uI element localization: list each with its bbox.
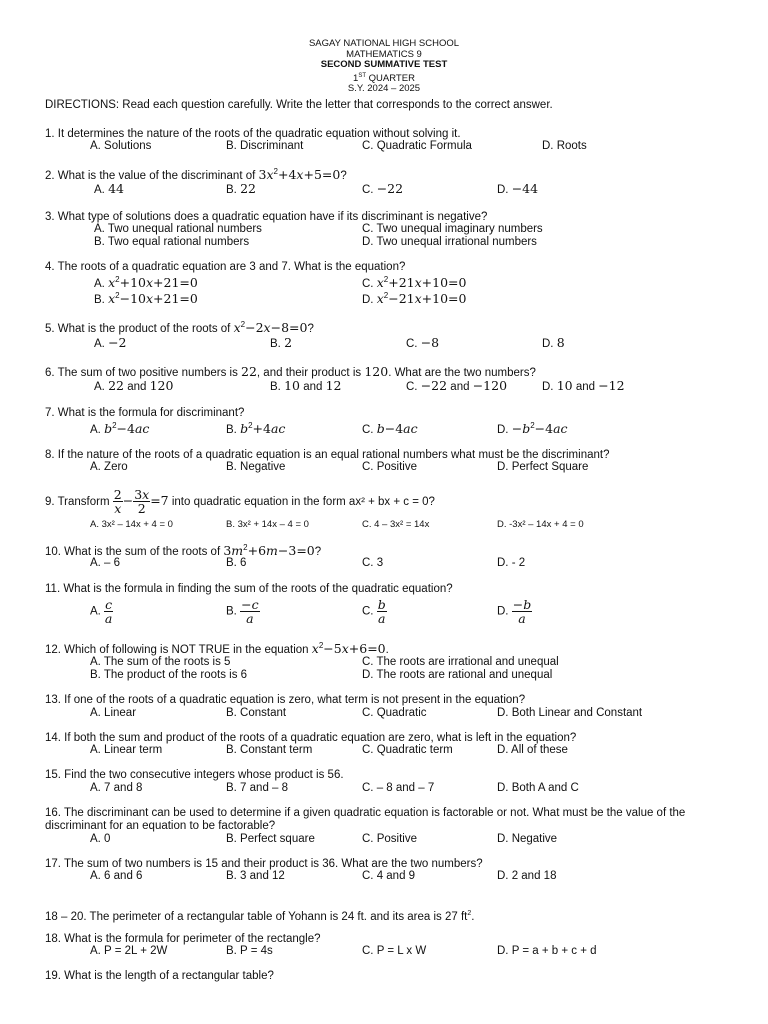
q5-option-d: D. 8 (542, 335, 565, 350)
q8-option-c: C. Positive (362, 461, 417, 473)
test-title: SECOND SUMMATIVE TEST (320, 59, 448, 70)
q10-option-a: A. – 6 (90, 557, 121, 569)
q5-option-b: B. 2 (270, 335, 293, 350)
q18-option-c: C. P = L x W (362, 945, 427, 957)
q7-option-d: D. $-b^2-4ac$ (497, 421, 568, 436)
q4-option-b: B. $x^2-10x+21=0$ (94, 291, 198, 306)
q14-option-d: D. All of these (497, 744, 568, 756)
q3-option-b: B. Two equal rational numbers (94, 236, 250, 248)
q6-option-a: A. 22 and 120 (94, 378, 174, 393)
q1-option-b: B. Discriminant (226, 140, 304, 152)
q11-option-b: B. $\frac{-c}{a}$ (226, 597, 259, 626)
q9-option-b: B. 3x² + 14x – 4 = 0 (226, 519, 309, 530)
q13-option-b: B. Constant (226, 707, 287, 719)
q10-option-c: C. 3 (362, 557, 384, 569)
q11-option-d: D. $\frac{-b}{a}$ (497, 597, 532, 626)
q10-option-b: B. 6 (226, 557, 247, 569)
q6-option-b: B. 10 and 12 (270, 378, 342, 393)
question-8: 8. If the nature of the roots of a quadratic equation is an equal rational numbers what must be the discriminant? (45, 449, 610, 461)
q7-option-c: C. b−4ac (362, 421, 418, 436)
q1-option-a: A. Solutions (90, 140, 152, 152)
q1-option-c: C. Quadratic Formula (362, 140, 472, 152)
q15-option-b: B. 7 and – 8 (226, 782, 289, 794)
question-7: 7. What is the formula for discriminant? (45, 407, 245, 419)
q12-option-c: C. The roots are irrational and unequal (362, 656, 559, 668)
q2-option-c: C. −22 (362, 181, 404, 196)
q2-option-b: B. 22 (226, 181, 256, 196)
q3-option-c: C. Two unequal imaginary numbers (362, 223, 543, 235)
q8-option-b: B. Negative (226, 461, 286, 473)
directions: DIRECTIONS: Read each question carefully. Write the letter that corresponds to the correct answer. (45, 99, 553, 111)
q17-option-a: A. 6 and 6 (90, 870, 143, 882)
question-1: 1. It determines the nature of the roots of the quadratic equation without solving it. (45, 128, 461, 140)
q7-option-b: B. $b^2+4ac$ (226, 421, 286, 436)
q6-option-c: C. −22 and −120 (406, 378, 508, 393)
q9-option-d: D. -3x² – 14x + 4 = 0 (497, 519, 584, 530)
question-3: 3. What type of solutions does a quadratic equation have if its discriminant is negative? (45, 211, 488, 223)
q8-option-a: A. Zero (90, 461, 128, 473)
q15-option-c: C. – 8 and – 7 (362, 782, 435, 794)
q18-option-d: D. P = a + b + c + d (497, 945, 597, 957)
q9-option-c: C. 4 – 3x² = 14x (362, 519, 430, 530)
q16-option-b: B. Perfect square (226, 833, 315, 845)
q12-option-d: D. The roots are rational and unequal (362, 669, 553, 681)
question-14: 14. If both the sum and product of the roots of a quadratic equation are zero, what is left in the equation? (45, 732, 577, 744)
quarter: 1ST QUARTER (353, 72, 415, 84)
q5-option-c: C. −8 (406, 335, 440, 350)
question-5: 5. What is the product of the roots of $x^2-2x-8=0$? (45, 320, 314, 335)
question-19: 19. What is the length of a rectangular table? (45, 970, 274, 982)
question-18: 18. What is the formula for perimeter of the rectangle? (45, 933, 321, 945)
test-header (0, 39, 768, 95)
q14-option-c: C. Quadratic term (362, 744, 453, 756)
q12-option-a: A. The sum of the roots is 5 (90, 656, 231, 668)
q13-option-a: A. Linear (90, 707, 137, 719)
question-16: 16. The discriminant can be used to determine if a given quadratic equation is factorable or not. What must be the value of the discriminant for an equation to be factorable? (45, 807, 686, 832)
question-17: 17. The sum of two numbers is 15 and their product is 36. What are the two numbers? (45, 858, 483, 870)
question-12: 12. Which of following is NOT TRUE in the equation $x^2-5x+6=0$. (45, 641, 389, 656)
q15-option-d: D. Both A and C (497, 782, 579, 794)
q6-option-d: D. 10 and −12 (542, 378, 625, 393)
q15-option-a: A. 7 and 8 (90, 782, 143, 794)
q11-option-a: A. $\frac{c}{a}$ (90, 597, 113, 626)
q18-option-b: B. P = 4s (226, 945, 273, 957)
q2-option-a: A. 44 (94, 181, 124, 196)
question-13: 13. If one of the roots of a quadratic equation is zero, what term is not present in the equation? (45, 694, 526, 706)
q1-option-d: D. Roots (542, 140, 587, 152)
question-11: 11. What is the formula in finding the sum of the roots of the quadratic equation? (45, 583, 453, 595)
subject-name: MATHEMATICS 9 (346, 48, 422, 60)
question-group-18-20: 18 – 20. The perimeter of a rectangular table of Yohann is 24 ft. and its area is 27 $ft^2$. (45, 910, 475, 923)
q17-option-c: C. 4 and 9 (362, 870, 416, 882)
q16-option-c: C. Positive (362, 833, 417, 845)
question-15: 15. Find the two consecutive integers whose product is 56. (45, 769, 344, 781)
q3-option-a: A. Two unequal rational numbers (94, 223, 262, 235)
q12-option-b: B. The product of the roots is 6 (90, 669, 248, 681)
q16-option-d: D. Negative (497, 833, 558, 845)
q14-option-b: B. Constant term (226, 744, 313, 756)
q18-option-a: A. P = 2L + 2W (90, 945, 168, 957)
question-4: 4. The roots of a quadratic equation are 3 and 7. What is the equation? (45, 261, 406, 273)
question-9: 9. Transform $\frac{2}{x}$ − $\frac{3x}{2}$ =7 into quadratic equation in the form ax² + bx + c = 0? (45, 487, 435, 517)
q8-option-d: D. Perfect Square (497, 461, 589, 473)
q10-option-d: D. - 2 (497, 557, 526, 569)
question-6: 6. The sum of two positive numbers is 22, and their product is 120. What are the two numbers? (45, 364, 536, 379)
q17-option-b: B. 3 and 12 (226, 870, 285, 882)
school-year: S.Y. 2024 – 2025 (347, 83, 421, 95)
question-2: 2. What is the value of the discriminant of $3x^2+4x+5=0$? (45, 167, 347, 182)
q4-option-d: D. $x^2-21x+10=0$ (362, 291, 467, 306)
q16-option-a: A. 0 (90, 833, 111, 845)
q14-option-a: A. Linear term (90, 744, 163, 756)
school-name: SAGAY NATIONAL HIGH SCHOOL (308, 38, 460, 49)
q17-option-d: D. 2 and 18 (497, 870, 557, 882)
q7-option-a: A. $b^2-4ac$ (90, 421, 150, 436)
q3-option-d: D. Two unequal irrational numbers (362, 236, 537, 248)
question-10: 10. What is the sum of the roots of $3m^2+6m-3=0$? (45, 543, 322, 558)
q13-option-c: C. Quadratic (362, 707, 427, 719)
q4-option-a: A. $x^2+10x+21=0$ (94, 275, 198, 290)
q13-option-d: D. Both Linear and Constant (497, 707, 643, 719)
q5-option-a: A. −2 (94, 335, 127, 350)
q11-option-c: C. $\frac{b}{a}$ (362, 597, 386, 626)
q4-option-c: C. $x^2+21x+10=0$ (362, 275, 467, 290)
q9-option-a: A. 3x² – 14x + 4 = 0 (90, 519, 173, 530)
q2-option-d: D. −44 (497, 181, 539, 196)
